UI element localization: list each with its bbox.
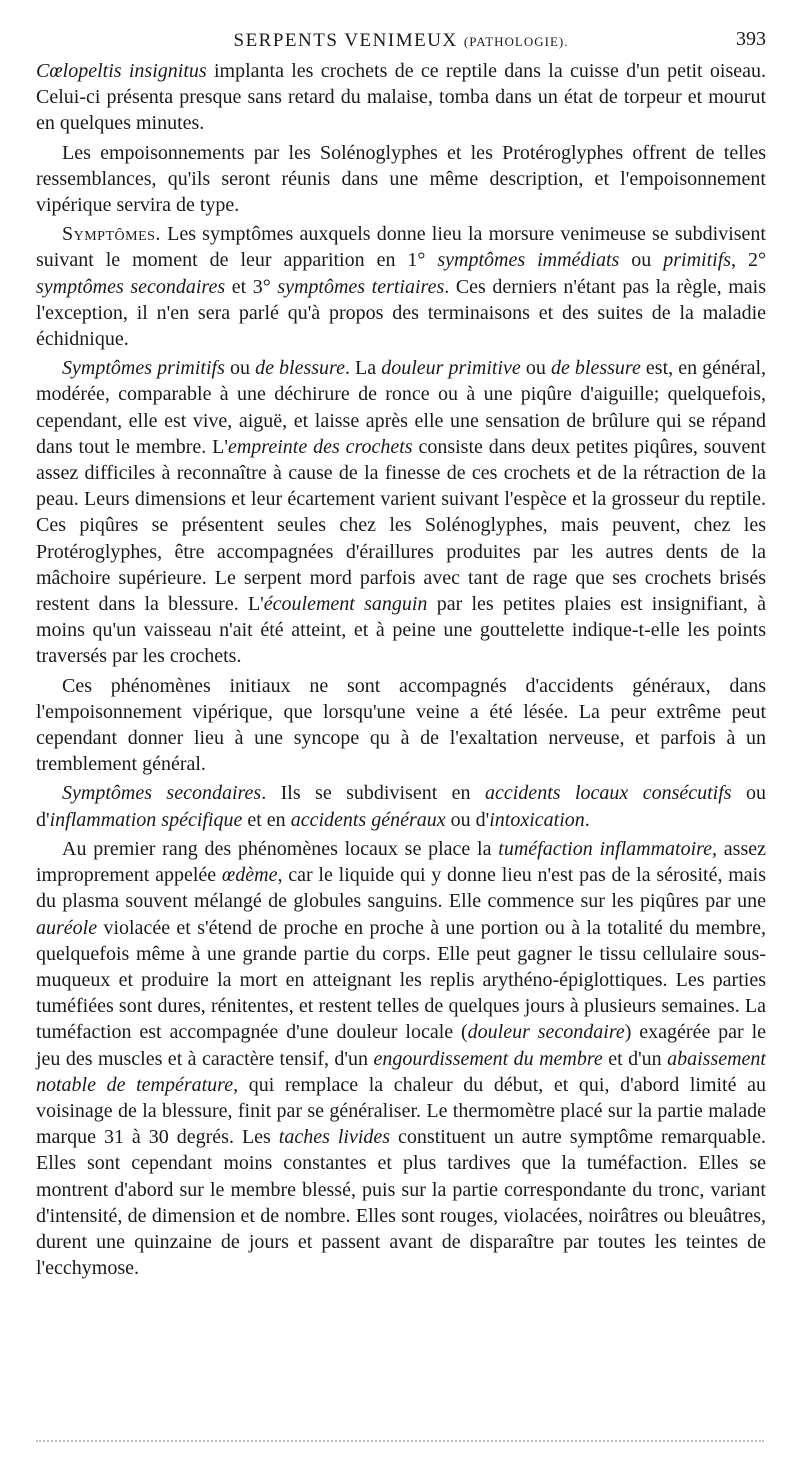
italic-text: œdème <box>221 864 278 887</box>
italic-text: Symptômes primitifs <box>62 357 225 380</box>
running-head <box>36 30 766 52</box>
italic-text: empreinte des crochets <box>227 435 413 458</box>
text-run: ou <box>619 249 664 272</box>
text-run: constituent un autre symptôme remarquable. Elles sont cependant moins constantes et plus tardives que la tuméfaction. Elles se montrent d'abord sur le membre blessé, puis sur la partie correspondante du tronc, variant d'intensité, de dimension et de nombre. Elles sont rouges, violacées, noirâtres ou bleuâtres, durent une quinzaine de jours et passent avant de disparaître par toutes les teintes de l'ecchymose. <box>36 1126 766 1280</box>
running-head-section: (PATHOLOGIE). <box>463 34 569 49</box>
italic-text: intoxication <box>489 808 585 831</box>
italic-text: accidents généraux <box>290 808 446 831</box>
text-run: , qui remplace la chaleur du début, et qui, d'abord limité au voisinage de la blessure, finit par se généraliser. Le thermomètre placé sur la partie malade marque 31 à 30 degrés. Les <box>36 1073 766 1149</box>
text-run: et 3° <box>225 275 278 298</box>
text-run: ou d' <box>36 782 766 831</box>
text-run: Les symptômes auxquels donne lieu la morsure venimeuse se subdivisent suivant le moment de leur apparition en 1° <box>36 223 766 272</box>
text-run: implanta les crochets de ce reptile dans la cuisse d'un petit oiseau. Celui-ci présenta presque sans retard du malaise, tomba dans un état de torpeur et mourut en quelques minutes. <box>36 60 767 135</box>
text-run: . La <box>344 357 382 380</box>
footer-rule <box>36 1440 764 1444</box>
text-run: . <box>584 808 590 831</box>
section-heading: Symptômes. <box>62 223 161 246</box>
italic-text: symptômes tertiaires <box>277 275 445 298</box>
text-run: Au premier rang des phénomènes locaux se place la <box>62 837 499 860</box>
text-run: , 2° <box>731 249 767 272</box>
paragraph <box>36 140 766 219</box>
text-run: ou <box>520 357 551 380</box>
text-run: et en <box>242 808 291 831</box>
italic-text: de blessure <box>550 357 641 380</box>
italic-text: symptômes immédiats <box>437 249 620 272</box>
text-run: ou <box>224 357 256 380</box>
italic-text: Cœlopeltis insignitus <box>36 60 207 82</box>
document-page <box>36 26 766 1284</box>
italic-text: symptômes secondaires <box>36 275 226 298</box>
paragraph <box>36 673 766 778</box>
text-run: ou d' <box>445 808 490 831</box>
italic-text: Symptômes secondaires <box>62 782 262 805</box>
text-run: . Ces derniers n'étant pas la règle, mais l'exception, il n'en sera parlé qu'à propos des terminaisons et des suites de la maladie échidnique. <box>36 275 767 351</box>
italic-text: auréole <box>36 916 98 939</box>
text-run: consiste dans deux petites piqûres, souvent assez difficiles à reconnaître à cause de la finesse de ces crochets et de la rétraction de la peau. Leurs dimensions et leur écartement varient suivant l'espèce et la grosseur du reptile. Ces piqûres se présentent seules chez les Solénoglyphes, mais peuvent, chez les Protéroglyphes, être accompagnées d'éraillures produites par les autres dents de la mâchoire supérieure. Le serpent mord parfois avec tant de rage que ses crochets brisés restent dans la blessure. L' <box>36 435 766 616</box>
italic-text: primitifs <box>663 249 732 272</box>
text-run: ) exagérée par le jeu des muscles et à caractère tensif, d'un <box>36 1021 767 1070</box>
text-run: par les petites plaies est insignifiant, à moins qu'un vaisseau n'ait été atteint, et à peine une gouttelette indique-t-elle les points traversés par les crochets. <box>36 593 767 668</box>
text-run: violacée et s'étend de proche en proche à une portion ou à la totalité du membre, quelquefois même à une grande partie du corps. Elle peut gagner le tissu cellulaire sous-muqueux et produire la mort en atteignant les replis arythéno-épiglottiques. Les parties tuméfiées sont dures, rénitentes, et restent telles de quelques jours à plusieurs semaines. La tuméfaction est accompagnée d'une douleur locale ( <box>36 916 766 1044</box>
italic-text: taches livides <box>278 1126 391 1149</box>
italic-text: inflammation spécifique <box>49 808 243 831</box>
italic-text: douleur primitive <box>381 357 521 380</box>
italic-text: accidents locaux consécutifs <box>485 782 732 805</box>
text-run: et d'un <box>602 1047 668 1070</box>
text-run: . Ils se subdivisent en <box>261 782 485 805</box>
paragraph <box>36 780 766 832</box>
body-text <box>36 58 766 1281</box>
text-run: est, en général, modérée, comparable à une déchirure de ronce ou à une piqûre d'aiguille; quelquefois, cependant, elle est vive, aiguë, et laisse après elle une sensation de brûlure qui se répand dans tout le membre. L' <box>36 357 767 458</box>
paragraph <box>36 355 766 669</box>
italic-text: abaissement notable de température <box>36 1047 766 1096</box>
italic-text: douleur secondaire <box>467 1021 625 1044</box>
italic-text: tuméfaction inflammatoire <box>498 837 713 860</box>
paragraph <box>36 221 766 352</box>
text-run: , assez improprement appelée <box>36 837 767 887</box>
text-run: , car le liquide qui y donne lieu n'est pas de la sérosité, mais du plasma souvent mélangé de globules sanguins. Elle commence sur les piqûres par une <box>36 864 766 913</box>
italic-text: engourdissement du membre <box>373 1047 603 1070</box>
italic-text: de blessure <box>255 357 345 380</box>
italic-text: écoulement sanguin <box>263 593 428 616</box>
page-header <box>36 26 766 58</box>
page-number: 393 <box>736 28 766 50</box>
text-run: Ces phénomènes initiaux ne sont accompagnés d'accidents généraux, dans l'empoisonnement vipérique, que lorsqu'une veine a été lésée. La peur extrême peut cependant donner lieu à une syncope qu à de l'exaltation nerveuse, et parfois à un tremblement général. <box>36 674 766 776</box>
text-run: Les empoisonnements par les Solénoglyphes et les Protéroglyphes offrent de telles ressemblances, qu'ils seront réunis dans une même description, et l'empoisonnement vipérique servira de type. <box>36 141 766 217</box>
paragraph <box>36 836 766 1281</box>
running-head-title: SERPENTS VENIMEUX <box>233 30 458 51</box>
paragraph <box>36 58 766 137</box>
